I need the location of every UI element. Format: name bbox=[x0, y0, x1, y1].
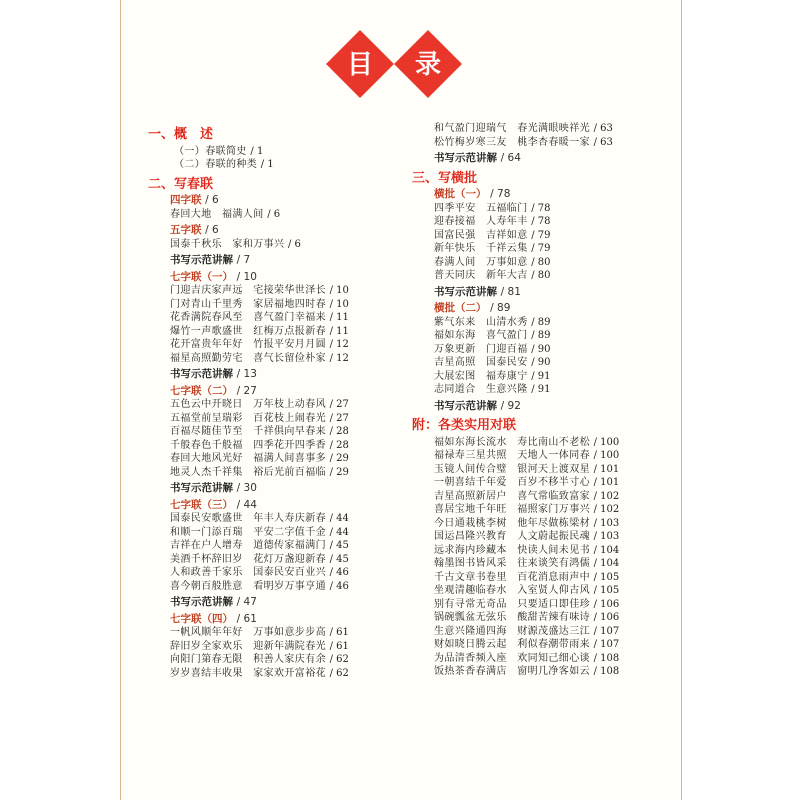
page-number: / 102 bbox=[593, 490, 620, 502]
entry-text: 和顺一门添百瑞 平安二字值千金 bbox=[170, 526, 326, 538]
toc-entry bbox=[148, 566, 398, 580]
demo-entry bbox=[412, 400, 662, 414]
page-number: / 78 bbox=[531, 216, 551, 227]
section-heading: 附：各类实用对联 bbox=[412, 418, 517, 433]
toc-entry bbox=[412, 122, 662, 136]
entry-text: 书写示范讲解 bbox=[434, 152, 497, 164]
toc-entry bbox=[412, 343, 662, 357]
toc-entry bbox=[148, 412, 398, 426]
toc-entry bbox=[148, 311, 398, 325]
entry-text: 国富民强 吉祥如意 bbox=[434, 229, 528, 241]
toc-entry bbox=[148, 539, 398, 553]
page-number: / 103 bbox=[593, 531, 620, 542]
entry-text: 为品清香频入座 欢同知己细心谈 bbox=[434, 652, 590, 664]
section-heading: 一、概 述 bbox=[148, 127, 214, 142]
page-number: / 91 bbox=[531, 370, 551, 382]
toc-entry bbox=[412, 625, 662, 639]
subsection-heading bbox=[412, 302, 662, 316]
toc-entry bbox=[148, 553, 398, 567]
subsection-heading bbox=[148, 271, 398, 285]
page-number: / 79 bbox=[531, 229, 551, 241]
toc-entry bbox=[412, 256, 662, 270]
page-number: / 1 bbox=[250, 145, 264, 157]
entry-text: 美酒千杯辞旧岁 花灯万盏迎新春 bbox=[170, 553, 326, 565]
page-number: / 89 bbox=[531, 330, 551, 341]
entry-text: 喜居宝地千年旺 福照家门万事兴 bbox=[434, 504, 590, 515]
entry-text: 国运昌隆兴教育 人文蔚起振民魂 bbox=[434, 531, 590, 542]
entry-text: 福如东海长流水 寿比南山不老松 bbox=[434, 436, 590, 448]
subsection-heading bbox=[148, 224, 398, 238]
page-number: / 107 bbox=[593, 639, 620, 650]
page-number: / 13 bbox=[236, 368, 257, 380]
demo-entry bbox=[148, 596, 398, 610]
page-number: / 61 bbox=[329, 640, 349, 652]
entry-text: 五福堂前呈瑞彩 百花枝上闹春光 bbox=[170, 412, 326, 424]
entry-text: 辞旧岁全家欢乐 迎新年满院春光 bbox=[170, 640, 326, 652]
page-number: / 91 bbox=[531, 384, 551, 395]
toc-entry bbox=[412, 503, 662, 517]
toc-entry bbox=[412, 598, 662, 612]
toc-entry bbox=[412, 242, 662, 256]
toc-entry bbox=[412, 215, 662, 229]
entry-text: （一）春联简史 bbox=[174, 145, 247, 157]
page-number: / 63 bbox=[593, 136, 613, 148]
entry-text: 书写示范讲解 bbox=[170, 254, 233, 266]
toc-entry bbox=[148, 526, 398, 540]
entry-text: 紫气东来 山清水秀 bbox=[434, 316, 528, 328]
entry-text: 锅碗瓢盆无弦乐 酸甜苦辣有味诗 bbox=[434, 612, 590, 623]
entry-text: 今日通栽桃李树 他年尽做栋梁材 bbox=[434, 517, 590, 529]
toc-entry bbox=[412, 356, 662, 370]
toc-entry bbox=[412, 202, 662, 216]
toc-entry bbox=[412, 544, 662, 558]
page-number: / 6 bbox=[205, 194, 219, 206]
page-number: / 44 bbox=[329, 526, 349, 538]
page-number: / 106 bbox=[593, 598, 620, 610]
toc-entry bbox=[148, 667, 398, 681]
toc-entry bbox=[148, 580, 398, 594]
subsection-heading bbox=[412, 188, 662, 202]
page-number: / 105 bbox=[593, 571, 620, 583]
page-title bbox=[330, 30, 470, 100]
toc-entry bbox=[412, 229, 662, 243]
entry-text: 四季平安 五福临门 bbox=[434, 202, 528, 214]
page-number: / 44 bbox=[236, 498, 257, 511]
entry-text: 五字联 bbox=[170, 224, 202, 236]
toc-entry bbox=[148, 452, 398, 466]
entry-text: 爆竹一声歌盛世 红梅万点报新春 bbox=[170, 325, 326, 337]
entry-text: 福禄寿三星共照 天地人一体同春 bbox=[434, 450, 590, 461]
entry-text: 国泰千秋乐 家和万事兴 bbox=[170, 238, 285, 250]
entry-text: 四字联 bbox=[170, 194, 202, 206]
page-number: / 101 bbox=[593, 463, 620, 475]
entry-text: 玉镜人间传合璧 银河天上渡双星 bbox=[434, 463, 590, 475]
page-number: / 6 bbox=[205, 224, 219, 236]
entry-text: 横批（一） bbox=[434, 188, 487, 200]
entry-text: 和气盈门迎瑞气 春光满眼映祥光 bbox=[434, 123, 590, 134]
entry-text: 岁岁喜结丰收果 家家欢开富裕花 bbox=[170, 667, 326, 679]
section-heading: 二、写春联 bbox=[148, 176, 214, 192]
toc-entry bbox=[412, 463, 662, 477]
page-number: / 90 bbox=[531, 343, 551, 355]
entry-text: 饭热茶香春满店 窗明几净客如云 bbox=[434, 666, 590, 677]
toc-entry bbox=[412, 638, 662, 652]
page-number: / 11 bbox=[329, 325, 349, 337]
page-number: / 47 bbox=[236, 596, 257, 608]
toc-entry bbox=[148, 653, 398, 667]
page-number: / 1 bbox=[260, 159, 274, 170]
toc-entry bbox=[148, 640, 398, 654]
page-number: / 46 bbox=[329, 580, 349, 592]
entry-text: 向阳门第春无限 积善人家庆有余 bbox=[170, 654, 326, 665]
entry-text: 坐观清趣临春水 入室贤人仰古风 bbox=[434, 585, 590, 596]
toc-entry bbox=[412, 652, 662, 666]
toc-entry bbox=[412, 490, 662, 504]
toc-entry bbox=[412, 665, 662, 679]
entry-text: 志同道合 生意兴隆 bbox=[434, 384, 528, 395]
entry-text: 花香满院春风至 喜气盈门幸福来 bbox=[170, 312, 326, 323]
section-heading: 三、写横批 bbox=[412, 170, 478, 186]
entry-text: 远求海内珍藏本 快读人间未见书 bbox=[434, 544, 590, 556]
entry-text: 七字联（四） bbox=[170, 612, 233, 625]
entry-text: 万象更新 门迎百福 bbox=[434, 343, 528, 355]
demo-entry bbox=[148, 254, 398, 268]
entry-text: 花开富贵年年好 竹报平安月月圆 bbox=[170, 339, 326, 350]
entry-text: 财如晓日腾云起 利似春潮带雨来 bbox=[434, 639, 590, 650]
entry-text: 喜今朝百般胜意 看明岁万事亨通 bbox=[170, 580, 326, 592]
toc-entry bbox=[412, 329, 662, 343]
page-number: / 90 bbox=[531, 357, 551, 368]
page-number: / 89 bbox=[531, 316, 551, 328]
entry-text: 春回大地 福满人间 bbox=[170, 208, 264, 220]
entry-text: 普天同庆 新年大吉 bbox=[434, 270, 528, 281]
page-number: / 62 bbox=[329, 654, 349, 665]
entry-text: 一帆风顺年年好 万事如意步步高 bbox=[170, 627, 326, 638]
demo-entry bbox=[148, 368, 398, 382]
page-number: / 10 bbox=[236, 270, 257, 283]
demo-entry bbox=[412, 286, 662, 300]
toc-entry bbox=[412, 557, 662, 571]
toc-entry bbox=[148, 626, 398, 640]
page-number: / 10 bbox=[329, 298, 349, 310]
toc-column-right bbox=[412, 122, 662, 679]
entry-text: 书写示范讲解 bbox=[434, 285, 497, 298]
toc-entry bbox=[148, 466, 398, 480]
page-number: / 12 bbox=[329, 352, 349, 364]
toc-entry bbox=[412, 449, 662, 463]
page-number: / 92 bbox=[500, 399, 521, 412]
page-number: / 78 bbox=[531, 202, 551, 214]
entry-text: 福星高照勤劳宅 喜气长留俭朴家 bbox=[170, 352, 326, 364]
entry-text: 千古文章书卷里 百花消息雨声中 bbox=[434, 571, 590, 583]
page-number: / 61 bbox=[236, 612, 257, 625]
entry-text: 横批（二） bbox=[434, 302, 487, 314]
entry-text: 七字联（三） bbox=[170, 498, 233, 511]
toc-entry bbox=[148, 298, 398, 312]
page-number: / 108 bbox=[593, 666, 620, 677]
entry-text: （二）春联的种类 bbox=[174, 159, 258, 170]
entry-text: 一朝喜结千年爱 百岁不移半寸心 bbox=[434, 477, 590, 488]
entry-text: 生意兴隆通四海 财源茂盛达三江 bbox=[434, 625, 590, 637]
page-number: / 46 bbox=[329, 567, 349, 578]
toc-entry bbox=[412, 269, 662, 283]
toc-entry bbox=[148, 398, 398, 412]
toc-entry bbox=[412, 584, 662, 598]
page-number: / 80 bbox=[531, 270, 551, 281]
entry-text: 七字联（一） bbox=[170, 270, 233, 283]
page-number: / 27 bbox=[329, 399, 349, 410]
toc-entry bbox=[148, 439, 398, 453]
page-number: / 81 bbox=[500, 285, 521, 298]
toc-entry bbox=[412, 136, 662, 150]
page-number: / 107 bbox=[593, 625, 620, 637]
entry-text: 吉星高照新居户 喜气常临致富家 bbox=[434, 490, 590, 502]
page-number: / 106 bbox=[593, 612, 620, 623]
entry-text: 书写示范讲解 bbox=[434, 399, 497, 412]
page-number: / 30 bbox=[236, 482, 257, 494]
page-number: / 79 bbox=[531, 243, 551, 254]
entry-text: 门对青山千里秀 家居福地四时春 bbox=[170, 298, 326, 310]
entry-text: 别有寻常无奇品 只要适口即佳珍 bbox=[434, 598, 590, 610]
page-number: / 6 bbox=[267, 208, 281, 220]
entry-text: 吉祥在户人增寿 道德传家福满门 bbox=[170, 540, 326, 551]
entry-text: 百福尽随佳节至 千祥俱向早春来 bbox=[170, 426, 326, 437]
entry-text: 吉星高照 国泰民安 bbox=[434, 357, 528, 368]
entry-text: 地灵人杰千祥集 裕后光前百福临 bbox=[170, 466, 326, 478]
entry-text: 书写示范讲解 bbox=[170, 368, 233, 380]
entry-text: 迎春接福 人寿年丰 bbox=[434, 216, 528, 227]
entry-text: 春满人间 万事如意 bbox=[434, 256, 528, 268]
page-number: / 6 bbox=[288, 238, 301, 250]
toc-entry bbox=[148, 352, 398, 366]
subsection-heading bbox=[148, 499, 398, 513]
page-number: / 11 bbox=[329, 312, 349, 323]
page-number: / 45 bbox=[329, 540, 349, 551]
toc-entry bbox=[148, 325, 398, 339]
page-number: / 29 bbox=[329, 453, 349, 464]
page-number: / 100 bbox=[593, 450, 620, 461]
page-number: / 45 bbox=[329, 553, 349, 565]
entry-text: 大展宏图 福寿康宁 bbox=[434, 370, 528, 382]
entry-text: 新年快乐 千祥云集 bbox=[434, 243, 528, 254]
page-number: / 7 bbox=[236, 254, 251, 266]
toc-entry bbox=[148, 208, 398, 222]
subsection-heading bbox=[148, 194, 398, 208]
page-number: / 63 bbox=[593, 123, 613, 134]
toc-entry bbox=[412, 517, 662, 531]
entry-text: 书写示范讲解 bbox=[170, 482, 233, 494]
toc-entry bbox=[412, 383, 662, 397]
entry-text: 七字联（二） bbox=[170, 384, 233, 397]
toc-entry bbox=[148, 284, 398, 298]
title-char-mu: 目 bbox=[346, 50, 373, 80]
subsection-heading bbox=[148, 385, 398, 399]
toc-entry bbox=[412, 571, 662, 585]
page-number: / 64 bbox=[500, 152, 521, 164]
toc-column-left bbox=[148, 122, 398, 680]
entry-text: 国泰民安歌盛世 年丰人寿庆新春 bbox=[170, 513, 326, 524]
page-number: / 27 bbox=[236, 384, 257, 397]
page-number: / 108 bbox=[593, 652, 620, 664]
toc-entry bbox=[148, 158, 398, 172]
page-number: / 10 bbox=[329, 285, 349, 296]
page-number: / 78 bbox=[490, 188, 511, 200]
page-number: / 105 bbox=[593, 585, 620, 596]
demo-entry bbox=[148, 482, 398, 496]
subsection-heading bbox=[148, 613, 398, 627]
toc-entry bbox=[412, 530, 662, 544]
entry-text: 千般春色千般福 四季花开四季香 bbox=[170, 439, 326, 451]
demo-entry bbox=[412, 152, 662, 166]
page-number: / 62 bbox=[329, 667, 349, 679]
page-number: / 89 bbox=[490, 302, 511, 314]
page-number: / 101 bbox=[593, 477, 620, 488]
toc-entry bbox=[148, 338, 398, 352]
page-number: / 104 bbox=[593, 544, 620, 556]
entry-text: 春回大地风光好 福满人间喜事多 bbox=[170, 453, 326, 464]
entry-text: 松竹梅岁寒三友 桃李杏春暖一家 bbox=[434, 136, 590, 148]
page-number: / 44 bbox=[329, 513, 349, 524]
page-number: / 12 bbox=[329, 339, 349, 350]
page-number: / 103 bbox=[593, 517, 620, 529]
toc-entry bbox=[412, 611, 662, 625]
page-number: / 28 bbox=[329, 426, 349, 437]
toc-entry bbox=[148, 425, 398, 439]
entry-text: 门迎吉庆家声远 宅接荣华世泽长 bbox=[170, 285, 326, 296]
page-number: / 29 bbox=[329, 466, 349, 478]
toc-entry bbox=[412, 436, 662, 450]
page-number: / 28 bbox=[329, 439, 349, 451]
toc-entry bbox=[148, 145, 398, 159]
entry-text: 书写示范讲解 bbox=[170, 596, 233, 608]
toc-entry bbox=[412, 370, 662, 384]
entry-text: 福如东海 喜气盈门 bbox=[434, 330, 528, 341]
entry-text: 翰墨图书皆风采 往来谈笑有鸿儒 bbox=[434, 558, 590, 569]
entry-text: 人和政善千家乐 国泰民安百业兴 bbox=[170, 567, 326, 578]
toc-entry bbox=[412, 316, 662, 330]
page-number: / 27 bbox=[329, 412, 349, 424]
toc-entry bbox=[412, 476, 662, 490]
page-number: / 61 bbox=[329, 627, 349, 638]
page-number: / 102 bbox=[593, 504, 620, 515]
page-number: / 100 bbox=[593, 436, 620, 448]
toc-entry bbox=[148, 512, 398, 526]
page-number: / 104 bbox=[593, 558, 620, 569]
toc-entry bbox=[148, 238, 398, 252]
entry-text: 五色云中开晓日 万年枝上动春风 bbox=[170, 399, 326, 410]
page-number: / 80 bbox=[531, 256, 551, 268]
title-char-lu: 录 bbox=[414, 50, 441, 80]
